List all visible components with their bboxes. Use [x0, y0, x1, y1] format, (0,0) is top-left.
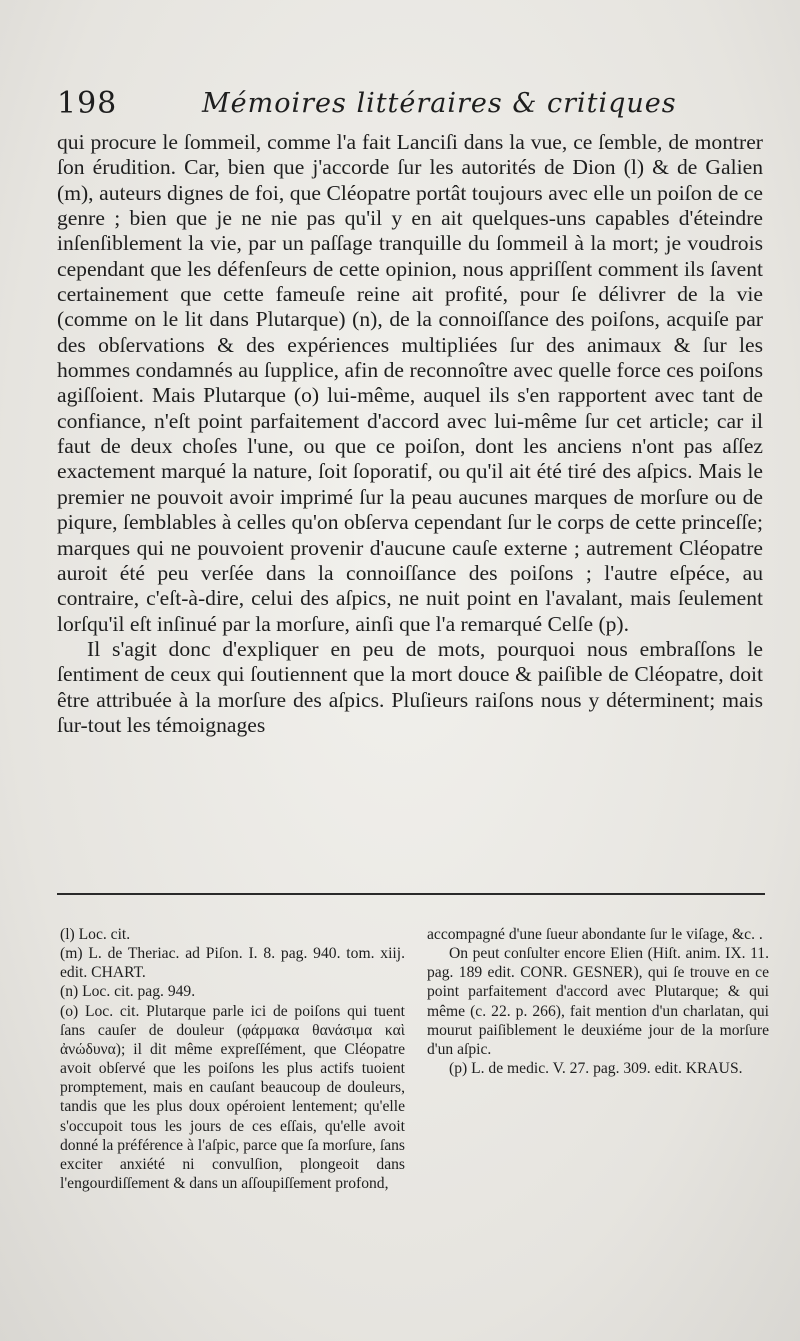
footnote-divider [57, 893, 765, 895]
footnote-o-continued: On peut conſulter encore Elien (Hiſt. anim. IX. 11. pag. 189 edit. CONR. GESNER), qui ſe trouve en ce point parfaitement d'accord avec Plutarque; & qui même (c. 22. p. 266), fait mention d'un charlatan, qui mourut paiſiblement le deuxiéme jour de la morſure d'un aſpic. [427, 945, 769, 1058]
paragraph: Il s'agit donc d'expliquer en peu de mots, pourquoi nous embraſſons le ſentiment de ceux qui ſoutiennent que la mort douce & paiſible de Cléopatre, doit être attribuée à la morſure des aſpics. Pluſieurs raiſons nous y déterminent; mais ſur-tout les témoignages [57, 636, 763, 737]
page-number: 198 [57, 86, 118, 121]
footnote-p: (p) L. de medic. V. 27. pag. 309. edit. KRAUS. [449, 1060, 743, 1078]
page-header [57, 86, 757, 126]
footnote-n: (n) Loc. cit. pag. 949. [60, 983, 196, 1001]
footnote-o-overflow: accompagné d'une ſueur abondante ſur le viſage, &c. . [427, 926, 763, 943]
footnote-o: (o) Loc. cit. Plutarque parle ici de poiſons qui tuent ſans cauſer de douleur (φάρμακα θανάσιμα καὶ ἀνώδυνα); il dit même expreſſément, que Cléopatre avoit obſervé que les poiſons les plus actifs tuoient promptement, mais en cauſant beaucoup de douleurs, tandis que les plus doux opéroient lentement; qu'elle s'occupoit tous les jours de ces eſſais, qu'elle avoit donné la préférence à l'aſpic, parce que ſa morſure, ſans exciter anxiété ni convulſion, plongeoit dans l'engourdiſſement & dans un aſſoupiſſement profond, [60, 1002, 405, 1193]
footnotes-column-right [427, 925, 769, 1078]
footnote-m: (m) L. de Theriac. ad Piſon. I. 8. pag. 940. tom. xiij. edit. CHART. [60, 945, 405, 982]
running-head: Mémoires littéraires & critiques [202, 88, 677, 119]
main-text [57, 130, 763, 738]
paragraph: qui procure le ſommeil, comme l'a fait Lanciſi dans la vue, ce ſemble, de montrer ſon érudition. Car, bien que j'accorde ſur les autorités de Dion (l) & de Galien (m), auteurs dignes de foi, que Cléopatre portât toujours avec elle un poiſon de ce genre ; bien que je ne nie pas qu'il y en ait quelques-uns capables d'éteindre inſenſiblement la vie, par un paſſage tranquille du ſommeil à la mort; je voudrois cependant que les défenſeurs de cette opinion, nous appriſſent comment ils ſavent certainement que cette fameuſe reine ait profité, pour ſe délivrer de la vie (comme on le lit dans Plutarque) (n), de la connoiſſance des poiſons, acquiſe par des obſervations & des expériences multipliées ſur des animaux & ſur les hommes condamnés au ſupplice, afin de reconnoître avec quelle force ces poiſons agiſſoient. Mais Plutarque (o) lui-même, auquel ils s'en rapportent avec tant de confiance, n'eſt point parfaitement d'accord avec lui-même ſur cet article; car il faut de deux choſes l'une, ou que ce poiſon, dont les anciens n'ont pas aſſez exactement marqué la nature, ſoit ſoporatif, ou qu'il ait été tiré des aſpics. Mais le premier ne pouvoit avoir imprimé ſur la peau aucunes marques de morſure ou de piqure, ſemblables à celles qu'on obſerva cependant ſur le corps de cette princeſſe; marques qui ne pouvoient provenir d'aucune cauſe externe ; autrement Cléopatre auroit été peu verſée dans la connoiſſance des poiſons ; l'autre eſpéce, au contraire, c'eſt-à-dire, celui des aſpics, ne nuit point en l'avalant, mais ſeulement lorſqu'il eſt inſinué par la morſure, ainſi que l'a remarqué Celſe (p). [57, 130, 763, 636]
footnotes-column-left [60, 925, 405, 1193]
footnote-l: (l) Loc. cit. [60, 926, 131, 943]
